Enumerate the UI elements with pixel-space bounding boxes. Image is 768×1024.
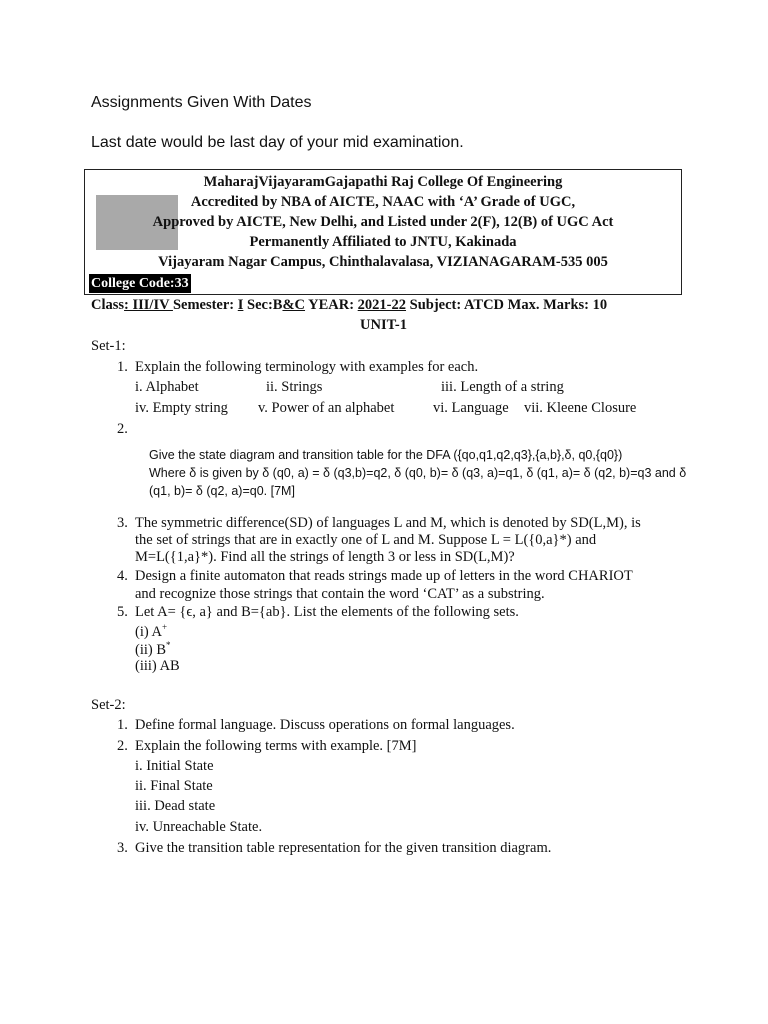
set1-q5-item-a-plus: (i) A+ (135, 622, 168, 640)
set1-label: Set-1: (91, 338, 126, 354)
set1-q1-text: Explain the following terminology with examples for each. (135, 359, 479, 375)
set1-q3-line1: The symmetric difference(SD) of languages L and M, which is denoted by SD(L,M), is (135, 515, 641, 531)
set2-q2-text: Explain the following terms with example. [7M] (135, 738, 417, 754)
set2-q1-text: Define formal language. Discuss operations on formal languages. (135, 717, 515, 733)
term-unreachable-state: iv. Unreachable State. (135, 819, 263, 835)
set1-q3-number: 3. (117, 515, 128, 531)
term-language: vi. Language (433, 400, 509, 416)
term-alphabet: i. Alphabet (135, 379, 199, 395)
class-details-line: Class: III/IV Semester: I Sec:B&C YEAR: 2021-22 Subject: ATCD Max. Marks: 10 (91, 297, 608, 313)
set1-q5-number: 5. (117, 604, 128, 620)
set2-q2-number: 2. (117, 738, 128, 754)
set1-q1-number: 1. (117, 359, 128, 375)
intro-title: Assignments Given With Dates (91, 94, 312, 111)
set2-label: Set-2: (91, 697, 126, 713)
term-initial-state: i. Initial State (135, 758, 214, 774)
term-empty-string: iv. Empty string (135, 400, 228, 416)
term-dead-state: iii. Dead state (135, 798, 216, 814)
set1-q4-line1: Design a finite automaton that reads strings made up of letters in the word CHARIOT (135, 568, 633, 584)
set1-q2-number: 2. (117, 421, 128, 437)
campus-line: Vijayaram Nagar Campus, Chinthalavalasa, VIZIANAGARAM-535 005 (158, 254, 608, 270)
set1-q5-item-b-star: (ii) B* (135, 640, 171, 658)
set1-q4-number: 4. (117, 568, 128, 584)
set1-q3-line3: M=L({1,a}*). Find all the strings of length 3 or less in SD(L,M)? (135, 549, 515, 565)
approval-line: Approved by AICTE, New Delhi, and Listed under 2(F), 12(B) of UGC Act (152, 214, 614, 230)
set1-q5-text: Let A= {ϵ, a} and B={ab}. List the elements of the following sets. (135, 604, 519, 620)
set1-q2-line1: Give the state diagram and transition table for the DFA ({qo,q1,q2,q3},{a,b},δ, q0,{q0}) (149, 448, 623, 462)
set1-q2-line3: (q1, b)= δ (q2, a)=q0. [7M] (149, 484, 295, 498)
set1-q5-item-ab: (iii) AB (135, 658, 180, 674)
intro-deadline: Last date would be last day of your mid examination. (91, 134, 464, 151)
set2-q3-text: Give the transition table representation for the given transition diagram. (135, 840, 552, 856)
term-final-state: ii. Final State (135, 778, 213, 794)
affiliation-line: Permanently Affiliated to JNTU, Kakinada (249, 234, 517, 250)
college-header (84, 169, 682, 295)
term-kleene: vii. Kleene Closure (524, 400, 637, 416)
college-code-badge: College Code:33 (91, 276, 189, 291)
set2-q3-number: 3. (117, 840, 128, 856)
term-power: v. Power of an alphabet (258, 400, 395, 416)
accreditation-line: Accredited by NBA of AICTE, NAAC with ‘A’ Grade of UGC, (190, 194, 576, 210)
unit-heading: UNIT-1 (360, 317, 408, 333)
set1-q3-line2: the set of strings that are in exactly one of L and M. Suppose L = L({0,a}*) and (135, 532, 597, 548)
term-strings: ii. Strings (266, 379, 323, 395)
set1-q4-line2: and recognize those strings that contain the word ‘CAT’ as a substring. (135, 586, 545, 602)
set1-q2-line2: Where δ is given by δ (q0, a) = δ (q3,b)=q2, δ (q0, b)= δ (q3, a)=q1, δ (q1, a)= δ (q2, b)=q3 and δ (149, 466, 687, 480)
term-length: iii. Length of a string (441, 379, 564, 395)
set2-q1-number: 1. (117, 717, 128, 733)
college-name: MaharajVijayaramGajapathi Raj College Of Engineering (203, 174, 563, 190)
